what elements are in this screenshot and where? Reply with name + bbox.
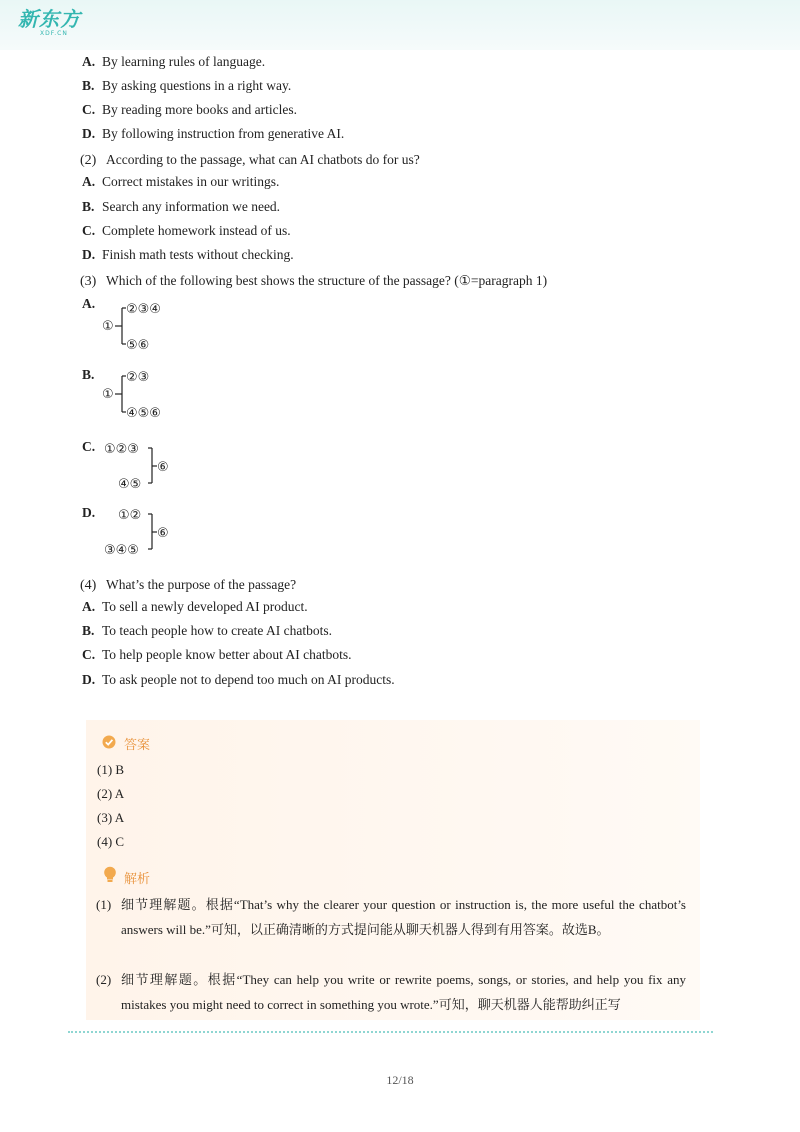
q2-option-c: C. Complete homework instead of us. — [82, 223, 291, 238]
diagram-node: ①②③ — [104, 442, 139, 457]
q2-stem: (2) According to the passage, what can AI chatbots do for us? — [80, 152, 420, 168]
page-header — [0, 0, 800, 50]
analysis-item-2: (2) 细节理解题。根据“They can help you write or rewrite poems, songs, or stories, and help you fix any mistakes you might need to correct in something you wrote.”可知，聊天机器人能帮助纠正写 — [96, 972, 686, 1012]
diagram-node: ④⑤ — [118, 477, 142, 492]
answer-heading: 答案 — [124, 738, 151, 753]
diagram-node: ① — [102, 387, 114, 402]
q2-option-b: B. Search any information we need. — [82, 199, 281, 214]
answer-item: (4) C — [97, 834, 125, 849]
q4-option-b: B. To teach people how to create AI chatbots. — [82, 623, 332, 638]
q1-option-b: B. By asking questions in a right way. — [82, 78, 292, 93]
q3-option-a-diagram — [102, 298, 182, 354]
diagram-node: ②③ — [126, 370, 150, 385]
lightbulb-icon — [103, 866, 117, 884]
q3-option-d-diagram — [102, 504, 182, 560]
analysis-heading: 解析 — [124, 872, 151, 887]
q4-stem: (4) What’s the purpose of the passage? — [80, 577, 297, 593]
check-badge-icon — [102, 735, 116, 749]
logo-text: 新东方 — [18, 7, 81, 31]
xdf-logo — [18, 8, 81, 38]
dotted-divider — [68, 1031, 713, 1033]
q3-option-b-diagram — [102, 368, 182, 424]
answer-item: (2) A — [97, 786, 125, 801]
diagram-node: ①② — [118, 508, 142, 523]
page-number: 12/18 — [386, 1073, 414, 1087]
q1-option-d: D. By following instruction from generative AI. — [82, 126, 345, 141]
q2-option-a: A. Correct mistakes in our writings. — [82, 174, 280, 189]
q4-option-c: C. To help people know better about AI chatbots. — [82, 647, 352, 662]
q1-option-c: C. By reading more books and articles. — [82, 102, 297, 117]
logo-subtext: XDF.CN — [40, 30, 68, 37]
diagram-node: ⑤⑥ — [126, 338, 150, 353]
q3-option-c-diagram — [102, 438, 182, 494]
q2-option-d: D. Finish math tests without checking. — [82, 247, 294, 262]
q3-option-d-label: D. — [82, 505, 96, 520]
q3-option-c-label: C. — [82, 439, 96, 454]
q3-option-b-label: B. — [82, 367, 95, 382]
q3-stem: (3) Which of the following best shows the structure of the passage? (①=paragraph 1) — [80, 273, 548, 289]
diagram-node: ②③④ — [126, 302, 161, 317]
diagram-node: ③④⑤ — [104, 543, 139, 558]
diagram-node: ⑥ — [157, 460, 169, 475]
q4-option-d: D. To ask people not to depend too much on AI products. — [82, 672, 395, 687]
diagram-node: ④⑤⑥ — [126, 406, 161, 421]
answer-item: (1) B — [97, 762, 125, 777]
q1-option-a: A. By learning rules of language. — [82, 54, 266, 69]
diagram-node: ① — [102, 319, 114, 334]
q3-option-a-label: A. — [82, 296, 96, 311]
diagram-node: ⑥ — [157, 526, 169, 541]
answer-item: (3) A — [97, 810, 125, 825]
analysis-item-1: (1) 细节理解题。根据“That’s why the clearer your question or instruction is, the more useful the chatbot’s answers will be.”可知，以正确清晰的方式提问能从聊天机器人得到有用答案。故选B。 — [96, 897, 686, 937]
q4-option-a: A. To sell a newly developed AI product. — [82, 599, 308, 614]
